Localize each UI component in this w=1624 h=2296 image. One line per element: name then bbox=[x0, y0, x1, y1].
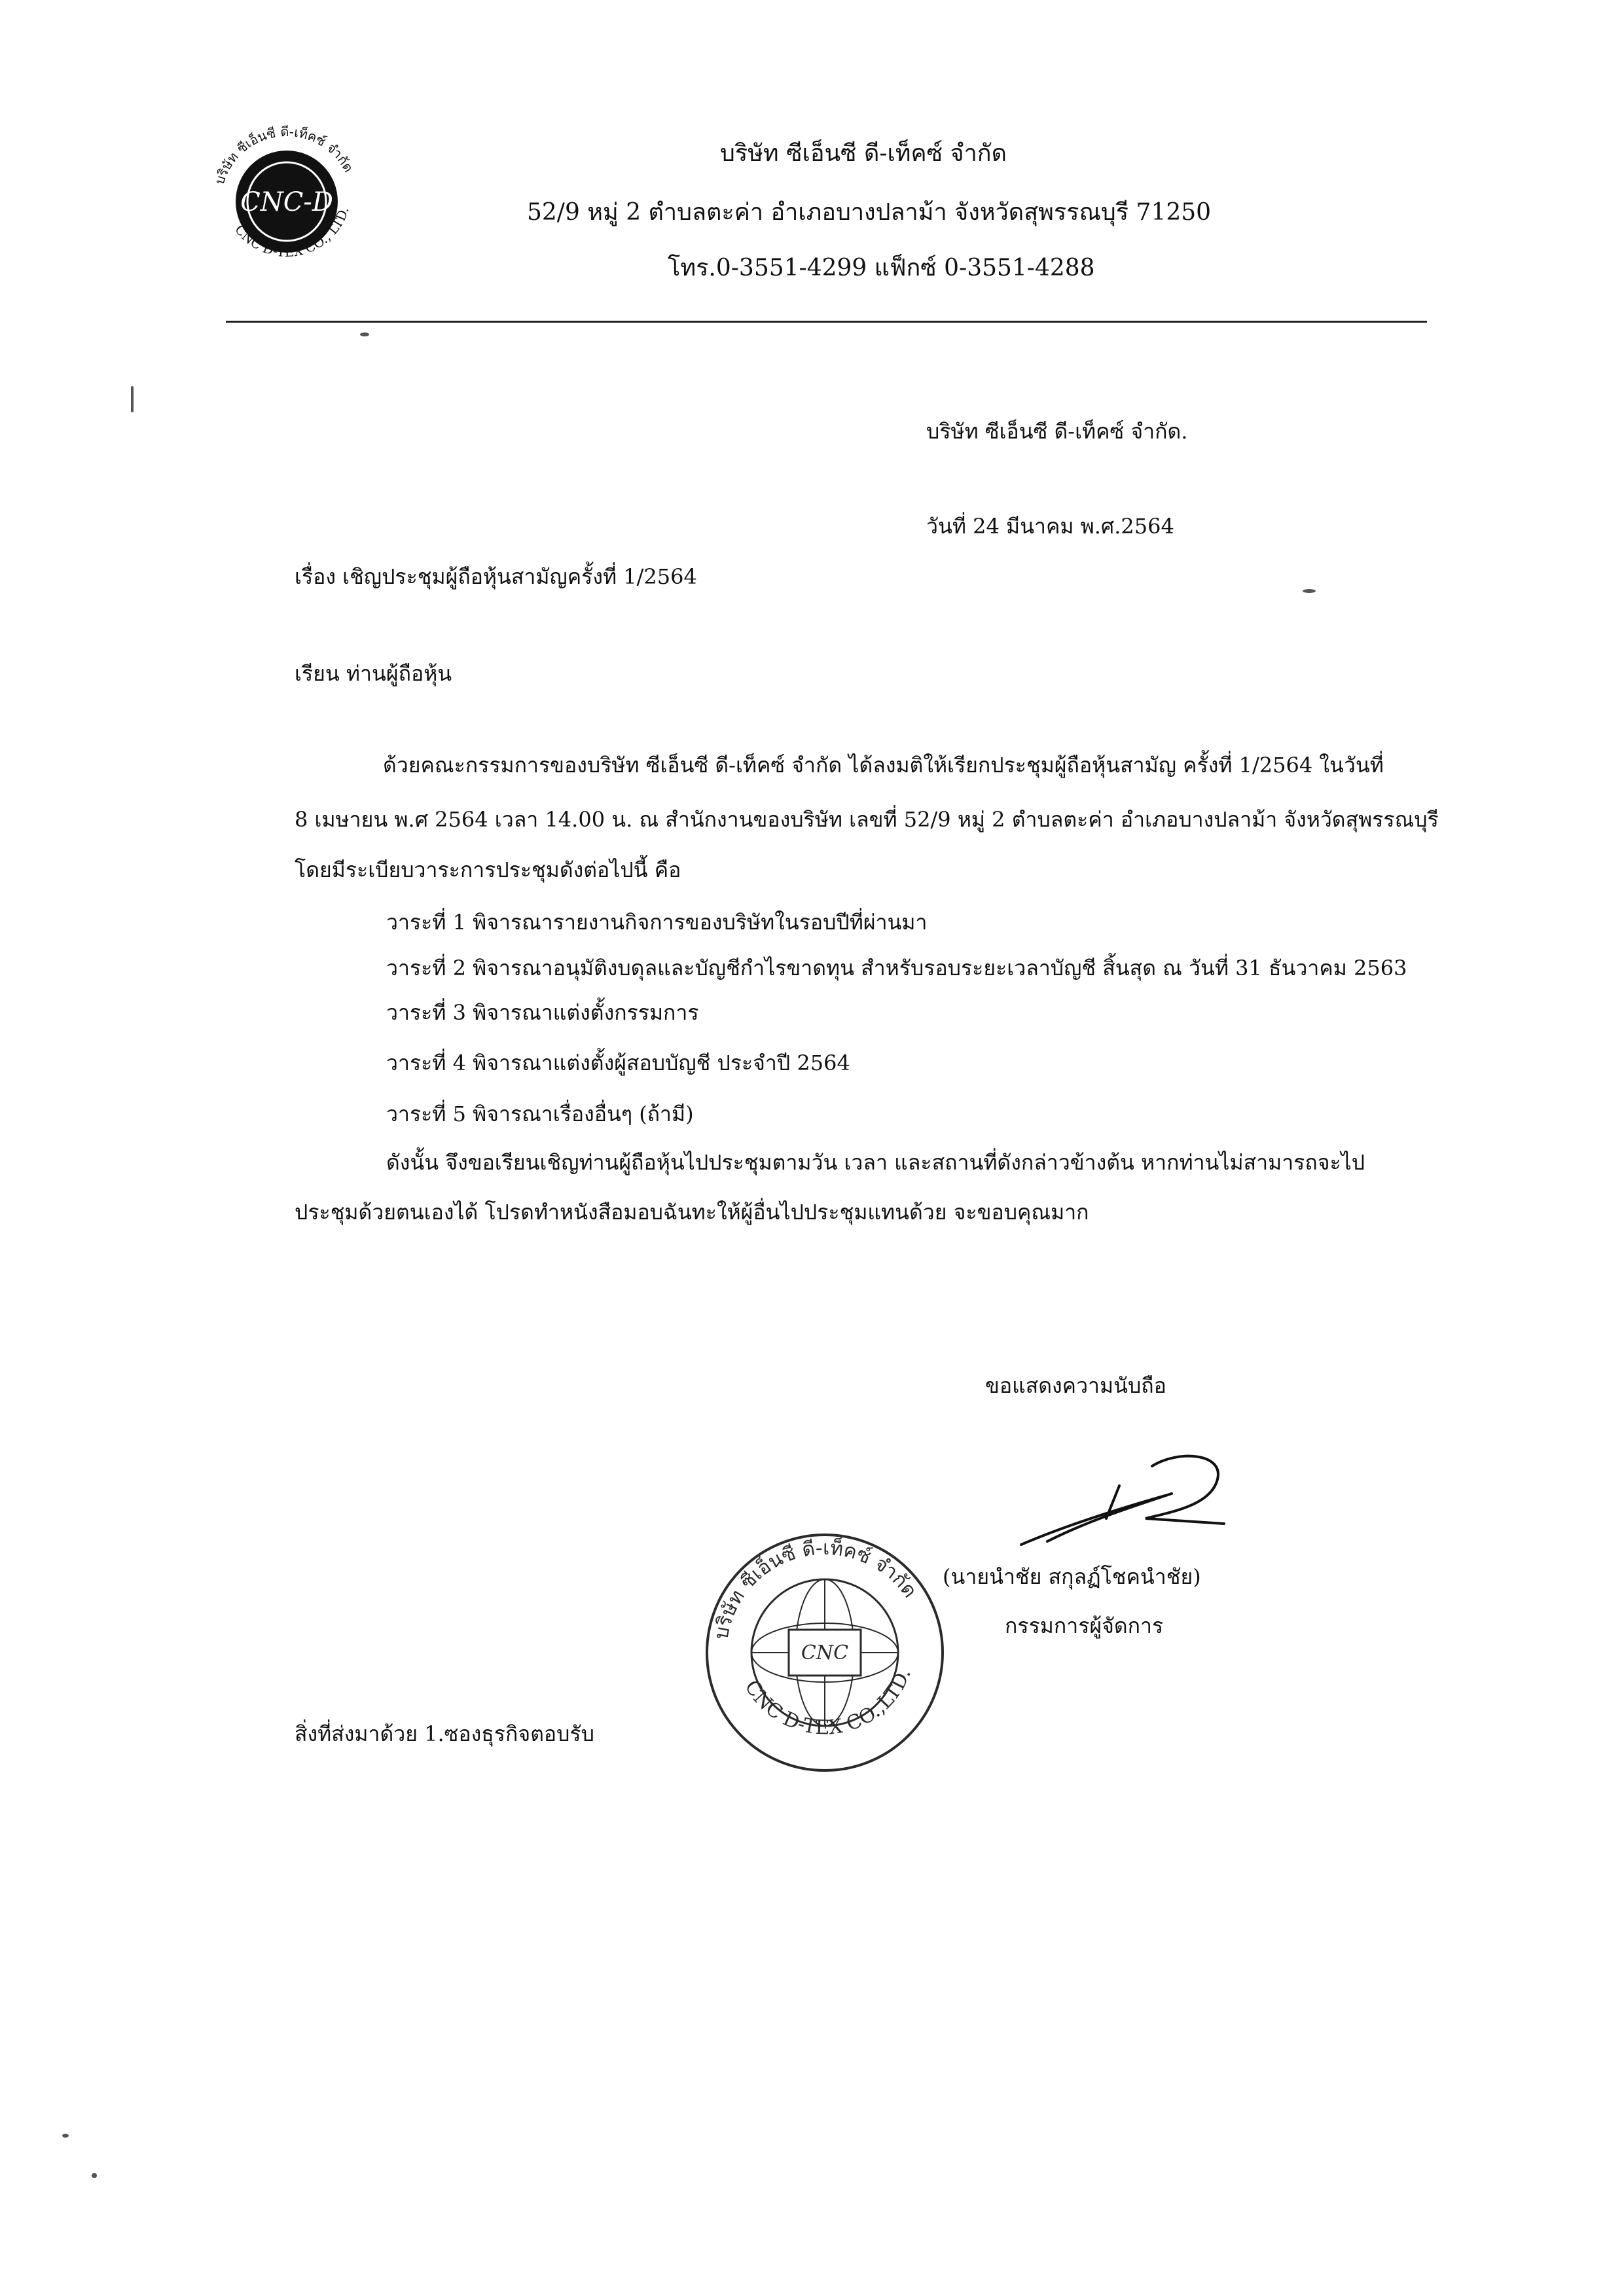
agenda-item-3: วาระที่ 3 พิจารณาแต่งตั้งกรรมการ bbox=[386, 1000, 699, 1025]
subject-line: เรื่อง เชิญประชุมผู้ถือหุ้นสามัญครั้งที่ 1/2564 bbox=[295, 564, 697, 589]
svg-text:CNC: CNC bbox=[801, 1641, 849, 1664]
scan-speck bbox=[62, 2134, 69, 2138]
scan-speck bbox=[1303, 589, 1316, 593]
intro-line-1: ด้วยคณะกรรมการของบริษัท ซีเอ็นซี ดี-เท็คซ์ จำกัด ได้ลงมติให้เรียกประชุมผู้ถือหุ้นสามัญ ครั้งที่ 1/2564 ในวันที่ bbox=[383, 753, 1384, 778]
svg-text:CNC-D: CNC-D bbox=[240, 187, 333, 217]
letter-date: วันที่ 24 มีนาคม พ.ศ.2564 bbox=[926, 514, 1174, 539]
intro-line-2: 8 เมษายน พ.ศ 2564 เวลา 14.00 น. ณ สำนักงานของบริษัท เลขที่ 52/9 หมู่ 2 ตำบลตะค่า อำเภอบางปลาม้า จังหวัดสุพรรณบุรี bbox=[295, 807, 1439, 832]
svg-text:บริษัท ซีเอ็นซี ดี-เท็คซ์ จำกั: บริษัท ซีเอ็นซี ดี-เท็คซ์ จำกัด bbox=[710, 1536, 922, 1641]
svg-text:CNC D-TEX CO.,LTD.: CNC D-TEX CO.,LTD. bbox=[740, 1665, 916, 1740]
closing-line-2: ประชุมด้วยตนเองได้ โปรดทำหนังสือมอบฉันทะให้ผู้อื่นไปประชุมแทนด้วย จะขอบคุณมาก bbox=[295, 1200, 1089, 1225]
scan-speck bbox=[92, 2173, 97, 2178]
closing-line-1: ดังนั้น จึงขอเรียนเชิญท่านผู้ถือหุ้นไปประชุมตามวัน เวลา และสถานที่ดังกล่าวข้างต้น หากท่านไม่สามารถจะไป bbox=[386, 1150, 1365, 1175]
company-name: บริษัท ซีเอ็นซี ดี-เท็คซ์ จำกัด bbox=[720, 140, 1007, 167]
svg-text:บริษัท ซีเอ็นซี ดี-เท็คซ์ จำกั: บริษัท ซีเอ็นซี ดี-เท็คซ์ จำกัด bbox=[211, 123, 357, 187]
company-contact: โทร.0-3551-4299 แฟ็กซ์ 0-3551-4288 bbox=[668, 255, 1095, 281]
intro-line-3: โดยมีระเบียบวาระการประชุมดังต่อไปนี้ คือ bbox=[295, 857, 681, 882]
company-address: 52/9 หมู่ 2 ตำบลตะค่า อำเภอบางปลาม้า จังหวัดสุพรรณบุรี 71250 bbox=[527, 199, 1212, 226]
agenda-item-1: วาระที่ 1 พิจารณารายงานกิจการของบริษัทในรอบปีที่ผ่านมา bbox=[386, 910, 928, 935]
agenda-item-2: วาระที่ 2 พิจารณาอนุมัติงบดุลและบัญชีกำไรขาดทุน สำหรับรอบระยะเวลาบัญชี สิ้นสุด ณ วันที่ 31 ธันวาคม 2563 bbox=[386, 956, 1407, 980]
sender-line: บริษัท ซีเอ็นซี ดี-เท็คซ์ จำกัด. bbox=[926, 419, 1188, 444]
signer-title: กรรมการผู้จัดการ bbox=[1005, 1613, 1164, 1638]
scan-speck bbox=[360, 332, 369, 336]
scan-speck bbox=[131, 386, 134, 412]
agenda-item-4: วาระที่ 4 พิจารณาแต่งตั้งผู้สอบบัญชี ประจำปี 2564 bbox=[386, 1050, 850, 1075]
agenda-item-5: วาระที่ 5 พิจารณาเรื่องอื่นๆ (ถ้ามี) bbox=[386, 1102, 694, 1126]
svg-text:CNC D-TEX CO., LTD.: CNC D-TEX CO., LTD. bbox=[232, 205, 352, 260]
salutation: เรียน ท่านผู้ถือหุ้น bbox=[295, 661, 452, 686]
regards: ขอแสดงความนับถือ bbox=[985, 1373, 1166, 1398]
header-divider bbox=[226, 321, 1427, 323]
signer-name: (นายนำชัย สกุลฏ์โชคนำชัย) bbox=[943, 1564, 1201, 1589]
signature bbox=[1008, 1446, 1257, 1558]
company-logo bbox=[198, 103, 375, 280]
company-seal bbox=[697, 1525, 952, 1780]
enclosure-note: สิ่งที่ส่งมาด้วย 1.ซองธุรกิจตอบรับ bbox=[295, 1721, 594, 1746]
